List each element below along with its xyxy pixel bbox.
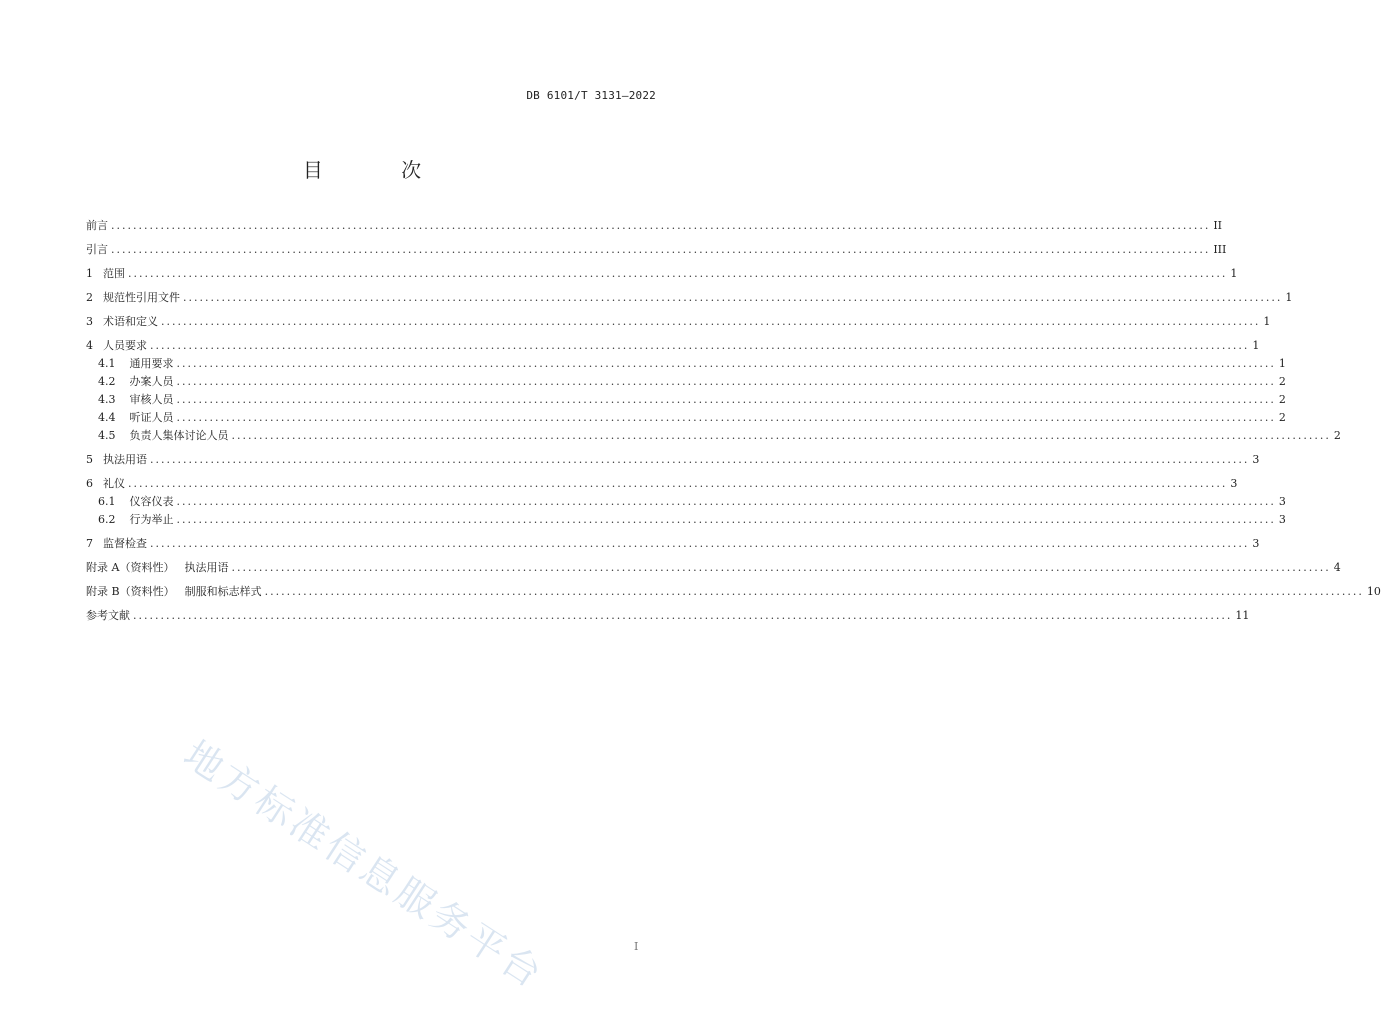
toc-entry-label: 监督检查 [103, 537, 147, 550]
toc-entry-number: 5 [86, 453, 93, 466]
dot-leader: ........................................................................................................................................................................................................ [128, 477, 1228, 490]
toc-entry-label: 前言 [86, 219, 108, 232]
dot-leader: ........................................................................................................................................................................................................ [231, 429, 1331, 442]
toc-entry-page: 11 [1235, 609, 1250, 622]
toc-entry-label: 术语和定义 [103, 315, 158, 328]
toc-entry-page: 10 [1366, 585, 1381, 598]
toc-entry-label: 执法用语 [103, 453, 147, 466]
dot-leader: ........................................................................................................................................................................................................ [176, 375, 1276, 388]
dot-leader: ........................................................................................................................................................................................................ [264, 585, 1364, 598]
toc-entry[interactable] [86, 495, 1286, 508]
toc-entry-page: 1 [1285, 291, 1293, 304]
toc-entry-page: 3 [1252, 537, 1260, 550]
toc-entry-number: 4 [86, 339, 93, 352]
toc-entry[interactable] [86, 339, 1260, 352]
toc-entry-label: 负责人集体讨论人员 [129, 429, 229, 442]
dot-leader: ........................................................................................................................................................................................................ [133, 609, 1233, 622]
toc-entry[interactable] [86, 291, 1293, 304]
dot-leader: ........................................................................................................................................................................................................ [231, 561, 1331, 574]
toc-entry-page: 1 [1263, 315, 1271, 328]
toc-entry-label: 通用要求 [129, 357, 174, 370]
dot-leader: ........................................................................................................................................................................................................ [176, 513, 1276, 526]
toc-entry-number: 4.4 [98, 411, 116, 424]
dot-leader: ........................................................................................................................................................................................................ [176, 411, 1276, 424]
toc-entry-page: 3 [1278, 513, 1286, 526]
watermark: 地方标准信息服务平台 [176, 731, 553, 998]
toc-entry-label: 制服和标志样式 [184, 585, 262, 598]
toc-entry-label: 人员要求 [103, 339, 147, 352]
table-of-contents [86, 219, 1381, 622]
dot-leader: ........................................................................................................................................................................................................ [176, 393, 1276, 406]
toc-entry-page: 3 [1252, 453, 1260, 466]
dot-leader: ........................................................................................................................................................................................................ [150, 339, 1250, 352]
toc-entry[interactable] [86, 411, 1286, 424]
dot-leader: ........................................................................................................................................................................................................ [111, 219, 1211, 232]
toc-entry[interactable] [86, 609, 1250, 622]
toc-entry-number: 4.5 [98, 429, 116, 442]
dot-leader: ........................................................................................................................................................................................................ [176, 357, 1276, 370]
toc-entry-label: 仪容仪表 [129, 495, 174, 508]
toc-entry[interactable] [86, 219, 1223, 232]
toc-entry-number: 4.2 [98, 375, 116, 388]
toc-entry-number: 2 [86, 291, 93, 304]
toc-entry-number: 附录 A（资料性） [86, 561, 175, 574]
page-title: 目 次 [302, 158, 458, 182]
toc-entry[interactable] [86, 315, 1271, 328]
toc-entry-number: 4.1 [98, 357, 116, 370]
toc-entry-page: III [1213, 243, 1227, 256]
toc-entry[interactable] [86, 267, 1238, 280]
toc-entry[interactable] [86, 585, 1381, 598]
toc-entry[interactable] [86, 537, 1260, 550]
toc-entry-number: 3 [86, 315, 93, 328]
toc-entry-page: 3 [1230, 477, 1238, 490]
toc-entry[interactable] [86, 513, 1286, 526]
toc-entry-number: 附录 B（资料性） [86, 585, 175, 598]
toc-entry-page: 2 [1278, 393, 1286, 406]
toc-entry[interactable] [86, 429, 1341, 442]
toc-entry-page: 3 [1278, 495, 1286, 508]
toc-entry[interactable] [86, 561, 1341, 574]
toc-entry-page: 4 [1333, 561, 1341, 574]
toc-entry-page: II [1213, 219, 1223, 232]
toc-entry[interactable] [86, 243, 1227, 256]
toc-entry[interactable] [86, 453, 1260, 466]
toc-entry-label: 礼仪 [103, 477, 125, 490]
toc-entry-page: 2 [1278, 375, 1286, 388]
toc-entry-label: 审核人员 [129, 393, 174, 406]
toc-entry-label: 参考文献 [86, 609, 130, 622]
page-number: I [634, 940, 639, 953]
dot-leader: ........................................................................................................................................................................................................ [183, 291, 1283, 304]
toc-entry-number: 6.1 [98, 495, 116, 508]
toc-entry[interactable] [86, 477, 1238, 490]
toc-entry-number: 6.2 [98, 513, 116, 526]
toc-entry-number: 1 [86, 267, 93, 280]
dot-leader: ........................................................................................................................................................................................................ [111, 243, 1211, 256]
toc-entry-label: 听证人员 [129, 411, 174, 424]
toc-entry-label: 范围 [103, 267, 125, 280]
toc-entry-page: 1 [1252, 339, 1260, 352]
toc-entry-label: 引言 [86, 243, 108, 256]
toc-entry-page: 1 [1278, 357, 1286, 370]
toc-entry[interactable] [86, 393, 1286, 406]
toc-entry-label: 执法用语 [184, 561, 229, 574]
toc-entry-page: 1 [1230, 267, 1238, 280]
toc-entry-label: 规范性引用文件 [103, 291, 180, 304]
toc-entry[interactable] [86, 357, 1286, 370]
dot-leader: ........................................................................................................................................................................................................ [150, 453, 1250, 466]
dot-leader: ........................................................................................................................................................................................................ [128, 267, 1228, 280]
toc-entry-page: 2 [1278, 411, 1286, 424]
toc-entry-number: 6 [86, 477, 93, 490]
toc-entry-number: 7 [86, 537, 93, 550]
toc-entry-page: 2 [1333, 429, 1341, 442]
toc-entry-label: 行为举止 [129, 513, 174, 526]
dot-leader: ........................................................................................................................................................................................................ [176, 495, 1276, 508]
dot-leader: ........................................................................................................................................................................................................ [150, 537, 1250, 550]
dot-leader: ........................................................................................................................................................................................................ [161, 315, 1261, 328]
toc-entry[interactable] [86, 375, 1286, 388]
document-code: DB 6101/T 3131—2022 [526, 89, 656, 102]
toc-entry-label: 办案人员 [129, 375, 174, 388]
toc-entry-number: 4.3 [98, 393, 116, 406]
